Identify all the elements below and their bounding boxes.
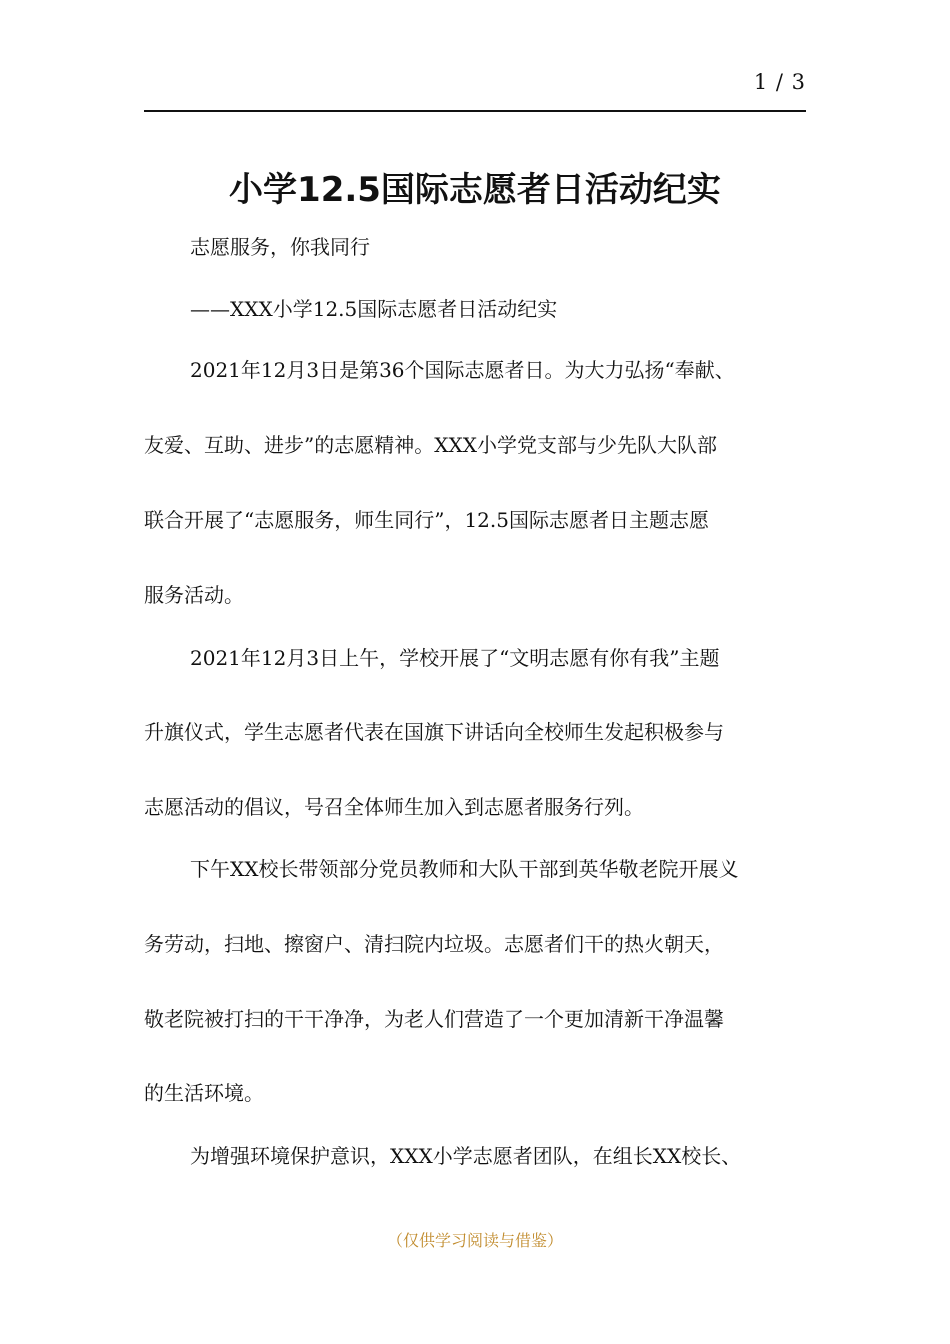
paragraph-line: 升旗仪式，学生志愿者代表在国旗下讲话向全校师生发起积极参与: [144, 720, 724, 744]
paragraph-line: 下午XX校长带领部分党员教师和大队干部到英华敬老院开展义: [190, 857, 739, 881]
paragraph-line: 友爱、互助、进步”的志愿精神。XXX小学党支部与少先队大队部: [144, 433, 717, 457]
document-title: 小学12.5国际志愿者日活动纪实: [229, 170, 721, 210]
paragraph-line: 务劳动，扫地、擦窗户、清扫院内垃圾。志愿者们干的热火朝天，: [144, 932, 724, 956]
paragraph-line: 为增强环境保护意识，XXX小学志愿者团队，在组长XX校长、: [190, 1144, 742, 1168]
subtitle-line: 志愿服务，你我同行: [190, 235, 370, 259]
paragraph-line: 的生活环境。: [144, 1081, 264, 1105]
paragraph-line: 2021年12月3日是第36个国际志愿者日。为大力弘扬“奉献、: [190, 358, 735, 382]
paragraph-line: 联合开展了“志愿服务，师生同行”，12.5国际志愿者日主题志愿: [144, 508, 709, 532]
paragraph-line: 志愿活动的倡议，号召全体师生加入到志愿者服务行列。: [144, 795, 644, 819]
paragraph-line: 服务活动。: [144, 583, 244, 607]
subtitle-line: ——XXX小学12.5国际志愿者日活动纪实: [190, 297, 558, 321]
paragraph-line: 2021年12月3日上午，学校开展了“文明志愿有你有我”主题: [190, 646, 720, 670]
paragraph-line: 敬老院被打扫的干干净净，为老人们营造了一个更加清新干净温馨: [144, 1007, 724, 1031]
footer-note: （仅供学习阅读与借鉴）: [386, 1231, 563, 1250]
page-number: 1 / 3: [753, 70, 806, 94]
header-rule: [144, 110, 806, 112]
